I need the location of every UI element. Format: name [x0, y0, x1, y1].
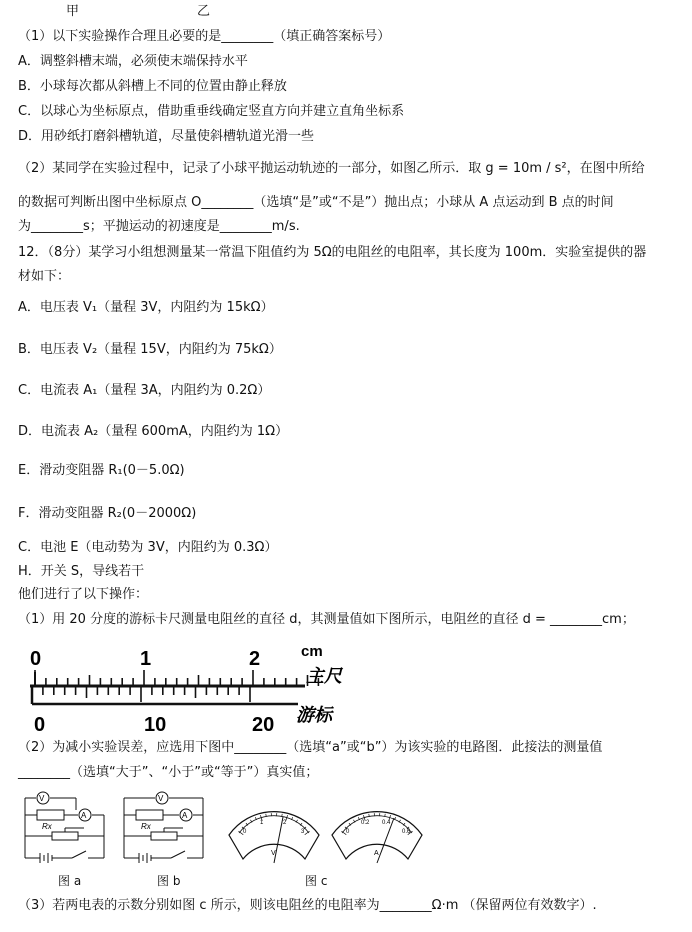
vernier-caliper-figure — [20, 638, 360, 738]
operation-1: （1）用 20 分度的游标卡尺测量电阻丝的直径 d，其测量值如下图所示，电阻丝的直径 d = ________cm； — [18, 612, 635, 627]
ammeter-tick-04: 0.4 — [382, 820, 391, 826]
equipment-f: F．滑动变阻器 R₂(0－2000Ω) — [18, 506, 197, 521]
ammeter-dial — [332, 812, 422, 863]
ammeter-tick-02: 0.2 — [361, 820, 370, 826]
caption-figure-b: 图 b — [157, 874, 181, 888]
voltmeter-letter: V — [271, 850, 276, 857]
voltmeter-symbol-b: V — [158, 794, 164, 803]
voltmeter-symbol-a: V — [39, 794, 45, 803]
vernier-scale-name: 游标 — [296, 705, 332, 725]
main-scale-label-1: 1 — [140, 648, 152, 670]
vernier-scale-ticks — [32, 686, 250, 702]
main-scale-label-2: 2 — [249, 648, 261, 670]
equipment-c: C．电流表 A₁（量程 3A，内阻约为 0.2Ω） — [18, 383, 271, 398]
equipment-d: D．电流表 A₂（量程 600mA，内阻约为 1Ω） — [18, 424, 289, 439]
operations-intro: 他们进行了以下操作： — [18, 587, 149, 602]
ammeter-tick-06: 0.6 — [402, 829, 411, 835]
main-scale-name: 主尺 — [306, 666, 342, 686]
operation-2-line-1: （2）为减小实验误差，应选用下图中________（选填“a”或“b”）为该实验的电路图．此接法的测量值 — [18, 740, 603, 755]
rx-label-b: Rx — [141, 822, 151, 831]
question-2-line-2: 的数据可判断出图中坐标原点 O________（选填“是”或“不是”）抛出点；小球从 A 点运动到 B 点的时间 — [18, 195, 614, 210]
main-scale-ticks — [35, 670, 318, 686]
ammeter-letter: A — [374, 850, 379, 857]
equipment-e: E．滑动变阻器 R₁(0－5.0Ω) — [18, 463, 185, 478]
question-1-prompt: （1）以下实验操作合理且必要的是________（填正确答案标号） — [18, 29, 391, 44]
option-a: A．调整斜槽末端，必须使末端保持水平 — [18, 54, 248, 69]
voltmeter-tick-0: 0 — [243, 829, 247, 835]
vernier-label-0: 0 — [34, 714, 46, 736]
ammeter-tick-0: 0 — [346, 829, 350, 835]
question-2-line-3: 为________s；平抛运动的初速度是________m/s. — [18, 219, 300, 234]
caption-figure-c: 图 c — [305, 874, 328, 888]
caption-figure-a: 图 a — [58, 874, 82, 888]
problem-12-line-1: 12．（8分）某学习小组想测量某一常温下阻值约为 5Ω的电阻丝的电阻率，其长度为 100m．实验室提供的器 — [18, 245, 647, 260]
main-scale-label-0: 0 — [30, 648, 42, 670]
option-d: D．用砂纸打磨斜槽轨道，尽量使斜槽轨道光滑一些 — [18, 129, 315, 144]
rx-label-a: Rx — [42, 822, 52, 831]
voltmeter-tick-1: 1 — [260, 820, 264, 826]
fig-label-jia: 甲 — [66, 4, 80, 19]
equipment-a: A．电压表 V₁（量程 3V，内阻约为 15kΩ） — [18, 300, 274, 315]
voltmeter-tick-3: 3 — [301, 829, 305, 835]
equipment-h: H．开关 S，导线若干 — [18, 564, 145, 579]
option-b: B．小球每次都从斜槽上不同的位置由静止释放 — [18, 79, 287, 94]
equipment-b: B．电压表 V₂（量程 15V，内阻约为 75kΩ） — [18, 342, 282, 357]
voltmeter-dial — [229, 812, 319, 863]
circuit-diagram-b — [121, 790, 211, 870]
equipment-g: C．电池 E（电动势为 3V，内阻约为 0.3Ω） — [18, 540, 278, 555]
option-c: C．以球心为坐标原点，借助重垂线确定竖直方向并建立直角坐标系 — [18, 104, 405, 119]
ammeter-symbol-b: A — [182, 811, 188, 820]
unit-label: cm — [301, 643, 323, 660]
operation-3: （3）若两电表的示数分别如图 c 所示，则该电阻丝的电阻率为________Ω·m （保留两位有效数字）. — [18, 898, 597, 913]
vernier-label-10: 10 — [144, 714, 167, 736]
question-2-line-1: （2）某同学在实验过程中，记录了小球平抛运动轨迹的一部分，如图乙所示．取 g = 10m / s²，在图中所给 — [18, 161, 645, 176]
meters-figure-c — [225, 797, 425, 867]
operation-2-line-2: ________（选填“大于”、“小于”或“等于”）真实值； — [18, 765, 319, 780]
vernier-label-20: 20 — [252, 714, 275, 736]
ammeter-symbol-a: A — [81, 811, 87, 820]
problem-12-line-2: 材如下： — [18, 269, 71, 284]
fig-label-yi: 乙 — [197, 4, 211, 19]
circuit-diagram-a — [22, 790, 112, 870]
voltmeter-tick-2: 2 — [283, 820, 287, 826]
